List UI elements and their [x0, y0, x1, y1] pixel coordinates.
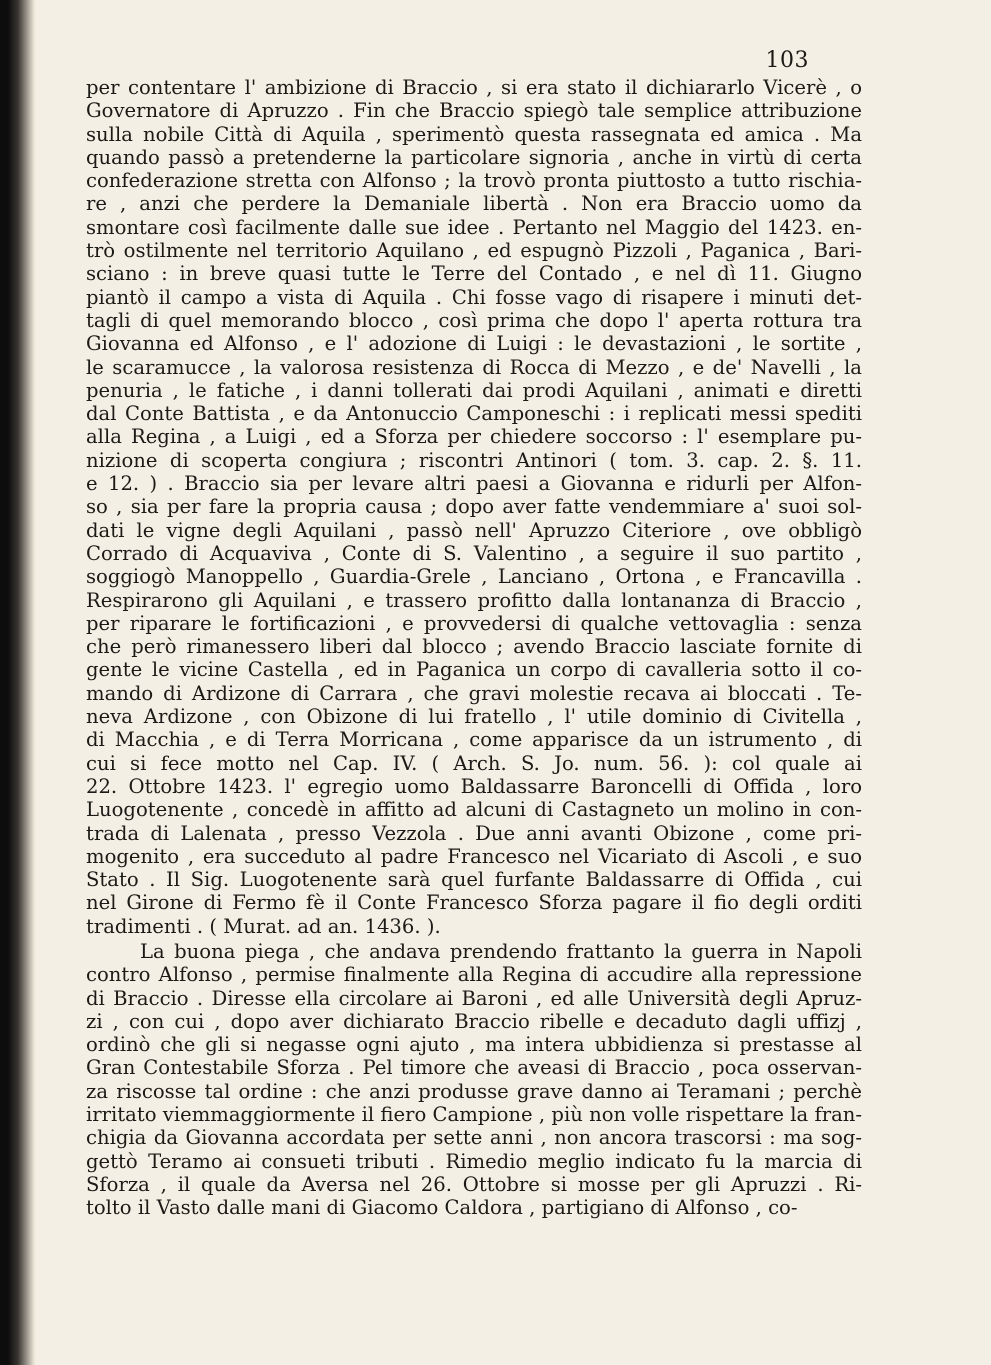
text-line: trò ostilmente nel territorio Aquilano , ed espugnò Pizzoli , Paganica , Bari-: [86, 239, 862, 263]
text-line: Corrado di Acquaviva , Conte di S. Valentino , a seguire il suo partito ,: [86, 541, 862, 565]
text-line: za riscosse tal ordine : che anzi produsse grave danno ai Teramani ; perchè: [86, 1079, 862, 1103]
text-line: Sforza , il quale da Aversa nel 26. Ottobre si mosse per gli Apruzzi . Ri-: [86, 1172, 862, 1196]
text-line: che però rimanessero liberi dal blocco ; avendo Braccio lasciate fornite di: [86, 635, 862, 659]
text-line: cui si fece motto nel Cap. IV. ( Arch. S. Jo. num. 56. ): col quale ai: [86, 751, 862, 775]
text-line: dati le vigne degli Aquilani , passò nell' Apruzzo Citeriore , ove obbligò: [86, 518, 862, 542]
text-line: piantò il campo a vista di Aquila . Chi fosse vago di risapere i minuti det-: [86, 285, 862, 309]
text-line: e 12. ) . Braccio sia per levare altri paesi a Giovanna e ridurli per Alfon-: [86, 472, 862, 496]
text-line: per riparare le fortificazioni , e provvedersi di qualche vettovaglia : senza: [86, 611, 862, 635]
text-line: Respirarono gli Aquilani , e trassero profitto dalla lontananza di Braccio ,: [86, 588, 862, 612]
text-line: 22. Ottobre 1423. l' egregio uomo Baldassarre Baroncelli di Offida , loro: [86, 774, 862, 798]
text-line: gettò Teramo ai consueti tributi . Rimedio meglio indicato fu la marcia di: [86, 1149, 862, 1173]
text-line: sciano : in breve quasi tutte le Terre del Contado , e nel dì 11. Giugno: [86, 262, 862, 286]
text-line: tolto il Vasto dalle mani di Giacomo Caldora , partigiano di Alfonso , co-: [86, 1196, 798, 1220]
text-line: chigia da Giovanna accordata per sette anni , non ancora trascorsi : ma sog-: [86, 1126, 862, 1150]
text-line: so , sia per fare la propria causa ; dopo aver fatte vendemmiare a' suoi sol-: [86, 495, 862, 519]
text-line: contro Alfonso , permise finalmente alla Regina di accudire alla repressione: [86, 963, 862, 987]
text-line: Giovanna ed Alfonso , e l' adozione di Luigi : le devastazioni , le sortite ,: [86, 332, 862, 356]
text-line: di Braccio . Diresse ella circolare ai Baroni , ed alle Università degli Apruz-: [86, 986, 862, 1010]
text-line: Luogotenente , concedè in affitto ad alcuni di Castagneto un molino in con-: [86, 798, 862, 822]
text-line: quando passò a pretenderne la particolare signoria , anche in virtù di certa: [86, 145, 862, 169]
text-line: soggiogò Manoppello , Guardia-Grele , Lanciano , Ortona , e Francavilla .: [86, 565, 862, 589]
text-line: tradimenti . ( Murat. ad an. 1436. ).: [86, 914, 441, 938]
text-line: La buona piega , che andava prendendo frattanto la guerra in Napoli: [140, 939, 862, 963]
body-text: [86, 76, 862, 1220]
paragraph-2: [86, 940, 862, 1220]
page-number: 103: [765, 48, 809, 73]
text-line: Gran Contestabile Sforza . Pel timore che aveasi di Braccio , poca osservan-: [86, 1056, 862, 1080]
text-line: ordinò che gli si negasse ogni ajuto , ma intera ubbidienza si prestasse al: [86, 1033, 862, 1057]
text-line: re , anzi che perdere la Demaniale libertà . Non era Braccio uomo da: [86, 192, 862, 216]
text-line: per contentare l' ambizione di Braccio , si era stato il dichiararlo Vicerè , o: [86, 76, 862, 99]
text-line: nel Girone di Fermo fè il Conte Francesco Sforza pagare il fio degli orditi: [86, 891, 862, 915]
text-line: irritato viemmaggiormente il fiero Campione , più non volle rispettare la fran-: [86, 1103, 862, 1127]
paragraph-1: [86, 76, 862, 938]
text-line: tagli di quel memorando blocco , così prima che dopo l' aperta rottura tra: [86, 308, 862, 332]
text-line: trada di Lalenata , presso Vezzola . Due anni avanti Obizone , come pri-: [86, 821, 862, 845]
text-line: zi , con cui , dopo aver dichiarato Braccio ribelle e decaduto dagli uffizj ,: [86, 1009, 862, 1033]
text-line: dal Conte Battista , e da Antonuccio Camponeschi : i replicati messi spediti: [86, 402, 862, 426]
text-line: mando di Ardizone di Carrara , che gravi molestie recava ai bloccati . Te-: [86, 681, 862, 705]
text-line: penuria , le fatiche , i danni tollerati dai prodi Aquilani , animati e diretti: [86, 378, 862, 402]
text-line: alla Regina , a Luigi , ed a Sforza per chiedere soccorso : l' esemplare pu-: [86, 425, 862, 449]
scan-binding-shadow: [0, 0, 36, 1365]
text-line: le scaramucce , la valorosa resistenza di Rocca di Mezzo , e de' Navelli , la: [86, 355, 862, 379]
text-line: neva Ardizone , con Obizone di lui fratello , l' utile dominio di Civitella ,: [86, 705, 862, 729]
text-line: nizione di scoperta congiura ; riscontri Antinori ( tom. 3. cap. 2. §. 11.: [86, 448, 862, 472]
text-line: Governatore di Apruzzo . Fin che Braccio spiegò tale semplice attribuzione: [86, 99, 862, 123]
text-line: gente le vicine Castella , ed in Paganica un corpo di cavalleria sotto il co-: [86, 658, 862, 682]
text-line: confederazione stretta con Alfonso ; la trovò pronta piuttosto a tutto rischia-: [86, 169, 862, 193]
text-line: smontare così facilmente dalle sue idee . Pertanto nel Maggio del 1423. en-: [86, 215, 862, 239]
text-line: di Macchia , e di Terra Morricana , come apparisce da un istrumento , di: [86, 728, 862, 752]
text-line: Stato . Il Sig. Luogotenente sarà quel furfante Baldassarre di Offida , cui: [86, 868, 862, 892]
text-line: mogenito , era succeduto al padre Francesco nel Vicariato di Ascoli , e suo: [86, 844, 862, 868]
text-line: sulla nobile Città di Aquila , sperimentò questa rassegnata ed amica . Ma: [86, 122, 862, 146]
